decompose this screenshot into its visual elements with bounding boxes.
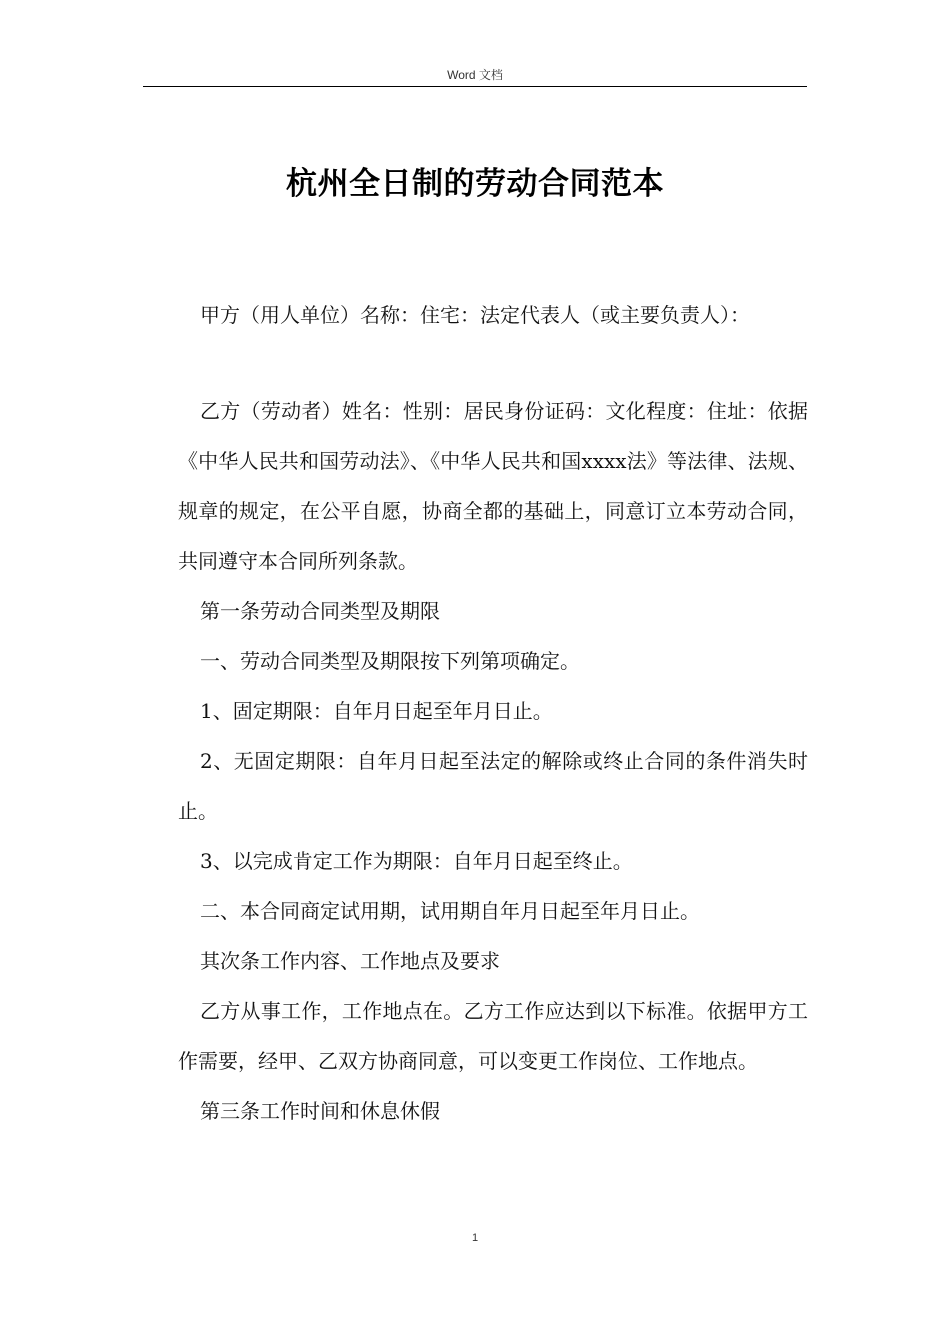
document-title: 杭州全日制的劳动合同范本 — [286, 166, 664, 202]
article-3-heading: 第三条工作时间和休息休假 — [200, 1099, 440, 1123]
page-header: Word 文档 — [447, 68, 503, 82]
header-divider — [143, 86, 807, 87]
clause-paragraph: 一、劳动合同类型及期限按下列第项确定。 — [200, 649, 580, 673]
document-body — [178, 290, 808, 1136]
clause-paragraph: 二、本合同商定试用期，试用期自年月日起至年月日止。 — [200, 899, 700, 923]
article-2-heading: 其次条工作内容、工作地点及要求 — [200, 949, 500, 973]
clause-paragraph: 1、固定期限：自年月日起至年月日止。 — [200, 699, 553, 723]
clause-paragraph: 3、以完成肯定工作为期限：自年月日起至终止。 — [200, 849, 633, 873]
page-number: 1 — [471, 1232, 479, 1244]
article-1-heading: 第一条劳动合同类型及期限 — [200, 599, 440, 623]
party-a-paragraph: 甲方（用人单位）名称：住宅：法定代表人（或主要负责人）： — [200, 303, 750, 327]
clause-paragraph: 2、无固定期限：自年月日起至法定的解除或终止合同的条件消失时止。 — [178, 749, 808, 823]
party-b-paragraph: 乙方（劳动者）姓名：性别：居民身份证码：文化程度：住址：依据《中华人民共和国劳动法》、《中华人民共和国xxxx法》等法律、法规、规章的规定，在公平自愿，协商全都的基础上，同意订立本劳动合同，共同遵守本合同所列条款。 — [178, 399, 808, 573]
clause-paragraph: 乙方从事工作，工作地点在。乙方工作应达到以下标准。依据甲方工作需要，经甲、乙双方协商同意，可以变更工作岗位、工作地点。 — [178, 999, 808, 1073]
